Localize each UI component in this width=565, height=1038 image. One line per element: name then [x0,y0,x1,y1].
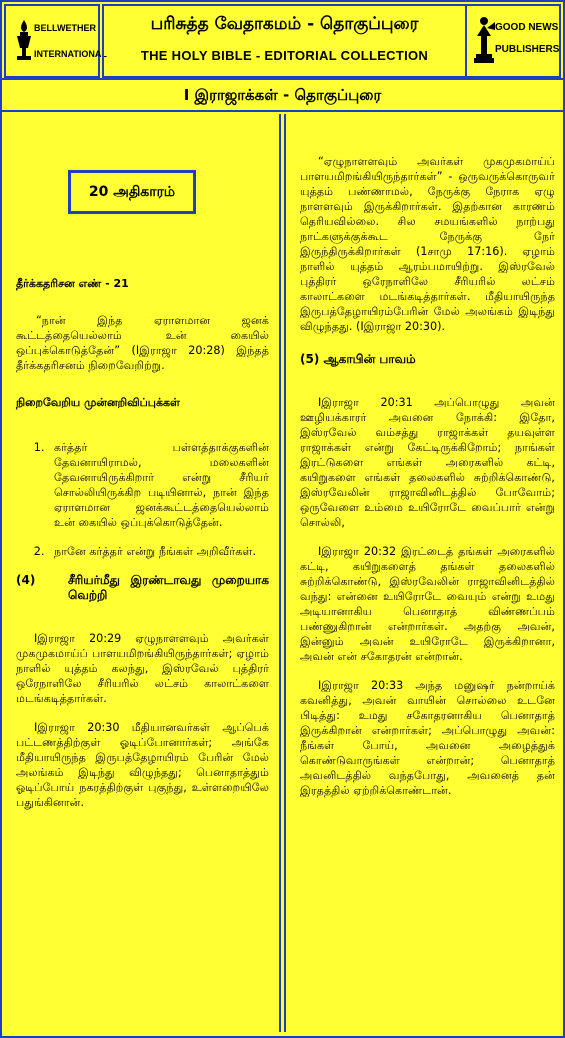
title-english: THE HOLY BIBLE - EDITORIAL COLLECTION [140,48,429,63]
logo-line-1: GOOD NEWS [495,22,559,33]
list-item: 2. நானே கர்த்தர் என்று நீங்கள் அறிவீர்கள். [48,544,269,559]
section-4-number: (4) [16,573,36,587]
prophecy-text: “நான் இந்த ஏராளமான ஜனக் கூட்டத்தையெல்லாம் உன் கையில் ஒப்புக்கொடுத்தேன்” (Iஇராஜா 20:28) இந்தத் தீர்க்கதரிசனம் நிறைவேறிற்று. [16,314,269,372]
fulfilled-list [16,440,269,559]
prophecy-heading: தீர்க்கதரிசன எண் - 21 [16,277,129,290]
header-title-box [102,4,467,78]
good-news-logo [465,4,561,78]
bellwether-logo [4,4,107,78]
verse-paragraph: Iஇராஜா 20:30 மீதியானவர்கள் ஆப்பெக் பட்டணத்திற்குள் ஓடிப்போனார்கள்; அங்கே மீதியாயிருந்த இருபத்தேழாயிரம் பேரின் மேல் அலங்கம் இடிந்து விழுந்தது; பெனாதாத்தும் ஓடிப்போய் நகரத்திற்குள் புகுந்து, உள்ளறையிலே பதுங்கினான். [16,721,269,809]
herald-icon [473,16,495,66]
title-tamil: பரிசுத்த வேதாகமம் - தொகுப்புரை [150,14,419,34]
verse-paragraph: Iஇராஜா 20:33 அந்த மனுஷர் நன்றாய்க் கவனித்து, அவன் வாயின் சொல்லை உடனே பிடித்து: உமது சகோதரனாகிய பெனாதாத் இருக்கிறான் என்றார்கள்; அப்பொழுது அவன்: நீங்கள் போய், அவனை அழைத்துக் கொண்டுவாருங்கள் என்றான்; பெனாதாத் அவனிடத்தில் வந்தபோது, அவனைத் தன் இரதத்தில் ஏற்றிக்கொண்டான். [300,679,555,797]
verse-paragraph: Iஇராஜா 20:31 அப்பொழுது அவன் ஊழியக்காரர் அவனை நோக்கி: இதோ, இஸ்ரவேல் வம்சத்து ராஜாக்கள் தயவுள்ள ராஜாக்கள் என்று கேட்டிருக்கிறோம்; நாங்கள் இரட்டுகளை எங்கள் அரைகளில் கட்டி, கயிறுகளை எங்கள் தலைகளில் சுற்றிக்கொண்டு, இஸ்ரவேலின் ராஜாவினிடத்தில் போவோம்; ஒருவேளை உம்மை உயிரோடே வைப்பார் என்று சொல்லி, [300,396,555,529]
right-column [284,114,565,1032]
verse-paragraph: Iஇராஜா 20:29 ஏழுநாளளவும் அவர்கள் முகமுகமாய்ப் பாளயமிறங்கியிருந்தார்கள்; ஏழாம் நாளில் யுத்தம் கலந்து, இஸ்ரவேல் புத்திரர் ஒரேநாளிலே சீரியரில் லட்சம் காலாட்களை மடங்கடித்தார்கள். [16,632,269,705]
logo-line-2: PUBLISHERS [495,44,560,55]
fulfilled-heading: நிறைவேறிய முன்னறிவிப்புக்கள் [16,396,180,409]
logo-line-2: INTERNATIONAL [34,49,107,59]
section-4-title: சீரியர்மீது இரண்டாவது முறையாக வெற்றி [68,573,269,602]
lamp-icon [14,18,34,64]
section-4-heading [16,573,269,603]
book-title: I இராஜாக்கள் - தொகுப்புரை [2,80,563,112]
verse-paragraph: Iஇராஜா 20:32 இரட்டைத் தங்கள் அரைகளில் கட்டி, கயிறுகளைத் தங்கள் தலைகளில் சுற்றிக்கொண்டு, இஸ்ரவேலின் ராஜாவினிடத்தில் வந்து: என்னை உயிரோடே வையும் என்று உமது அடியானாகிய பெனாதாத் விண்ணப்பம் பண்ணுகிறான் என்றார்கள். அதற்கு அவன், இன்னும் அவன் உயிரோடே இருக்கிறானா, அவன் என் சகோதரன் என்றான். [300,545,555,663]
left-column [2,114,281,1032]
chapter-box: 20 அதிகாரம் [68,170,196,214]
list-item: 1. கர்த்தர் பள்ளத்தாக்குகளின் தேவனாயிராமல், மலைகளின் தேவனாயிருக்கிறார் என்று சீரியர் சொல்லியிருக்கிற படியினால், நான் இந்த ஏராளமான ஜனக்கூட்டத்தையெல்லாம் உன் கையில் ஒப்புக்கொடுத்தேன். [48,440,269,530]
header [2,2,563,80]
section-5-title: (5) ஆகாபின் பாவம் [300,352,416,366]
logo-line-1: BELLWETHER [34,23,96,33]
commentary-paragraph: “ஏழுநாளளவும் அவர்கள் முகமுகமாய்ப் பாளயமிறங்கியிருந்தார்கள்” - ஒருவருக்கொருவர் யுத்தம் பண்ணாமல், நேருக்கு நேராக ஏழு நாளளவும் இருக்கிறார்கள். இதற்கான காரணம் தெரியவில்லை. சில சமயங்களில் நாற்பது நாட்களுக்குக்கூட நேருக்கு நேர் இருந்திருக்கிறார்கள் (1சாமு 17:16). ஏழாம் நாளில் யுத்தம் ஆரம்பமாயிற்று. இஸ்ரவேல் புத்திரர் ஒரேநாளிலே சீரியரில் லட்சம் காலாட்களை மடங்கடித்தார்கள். மீதியாயிருந்த இருபத்தேழாயிரம்பேரின் மேல் அலங்கம் இடிந்து விழுந்தது. (Iஇராஜா 20:30). [300,155,555,333]
